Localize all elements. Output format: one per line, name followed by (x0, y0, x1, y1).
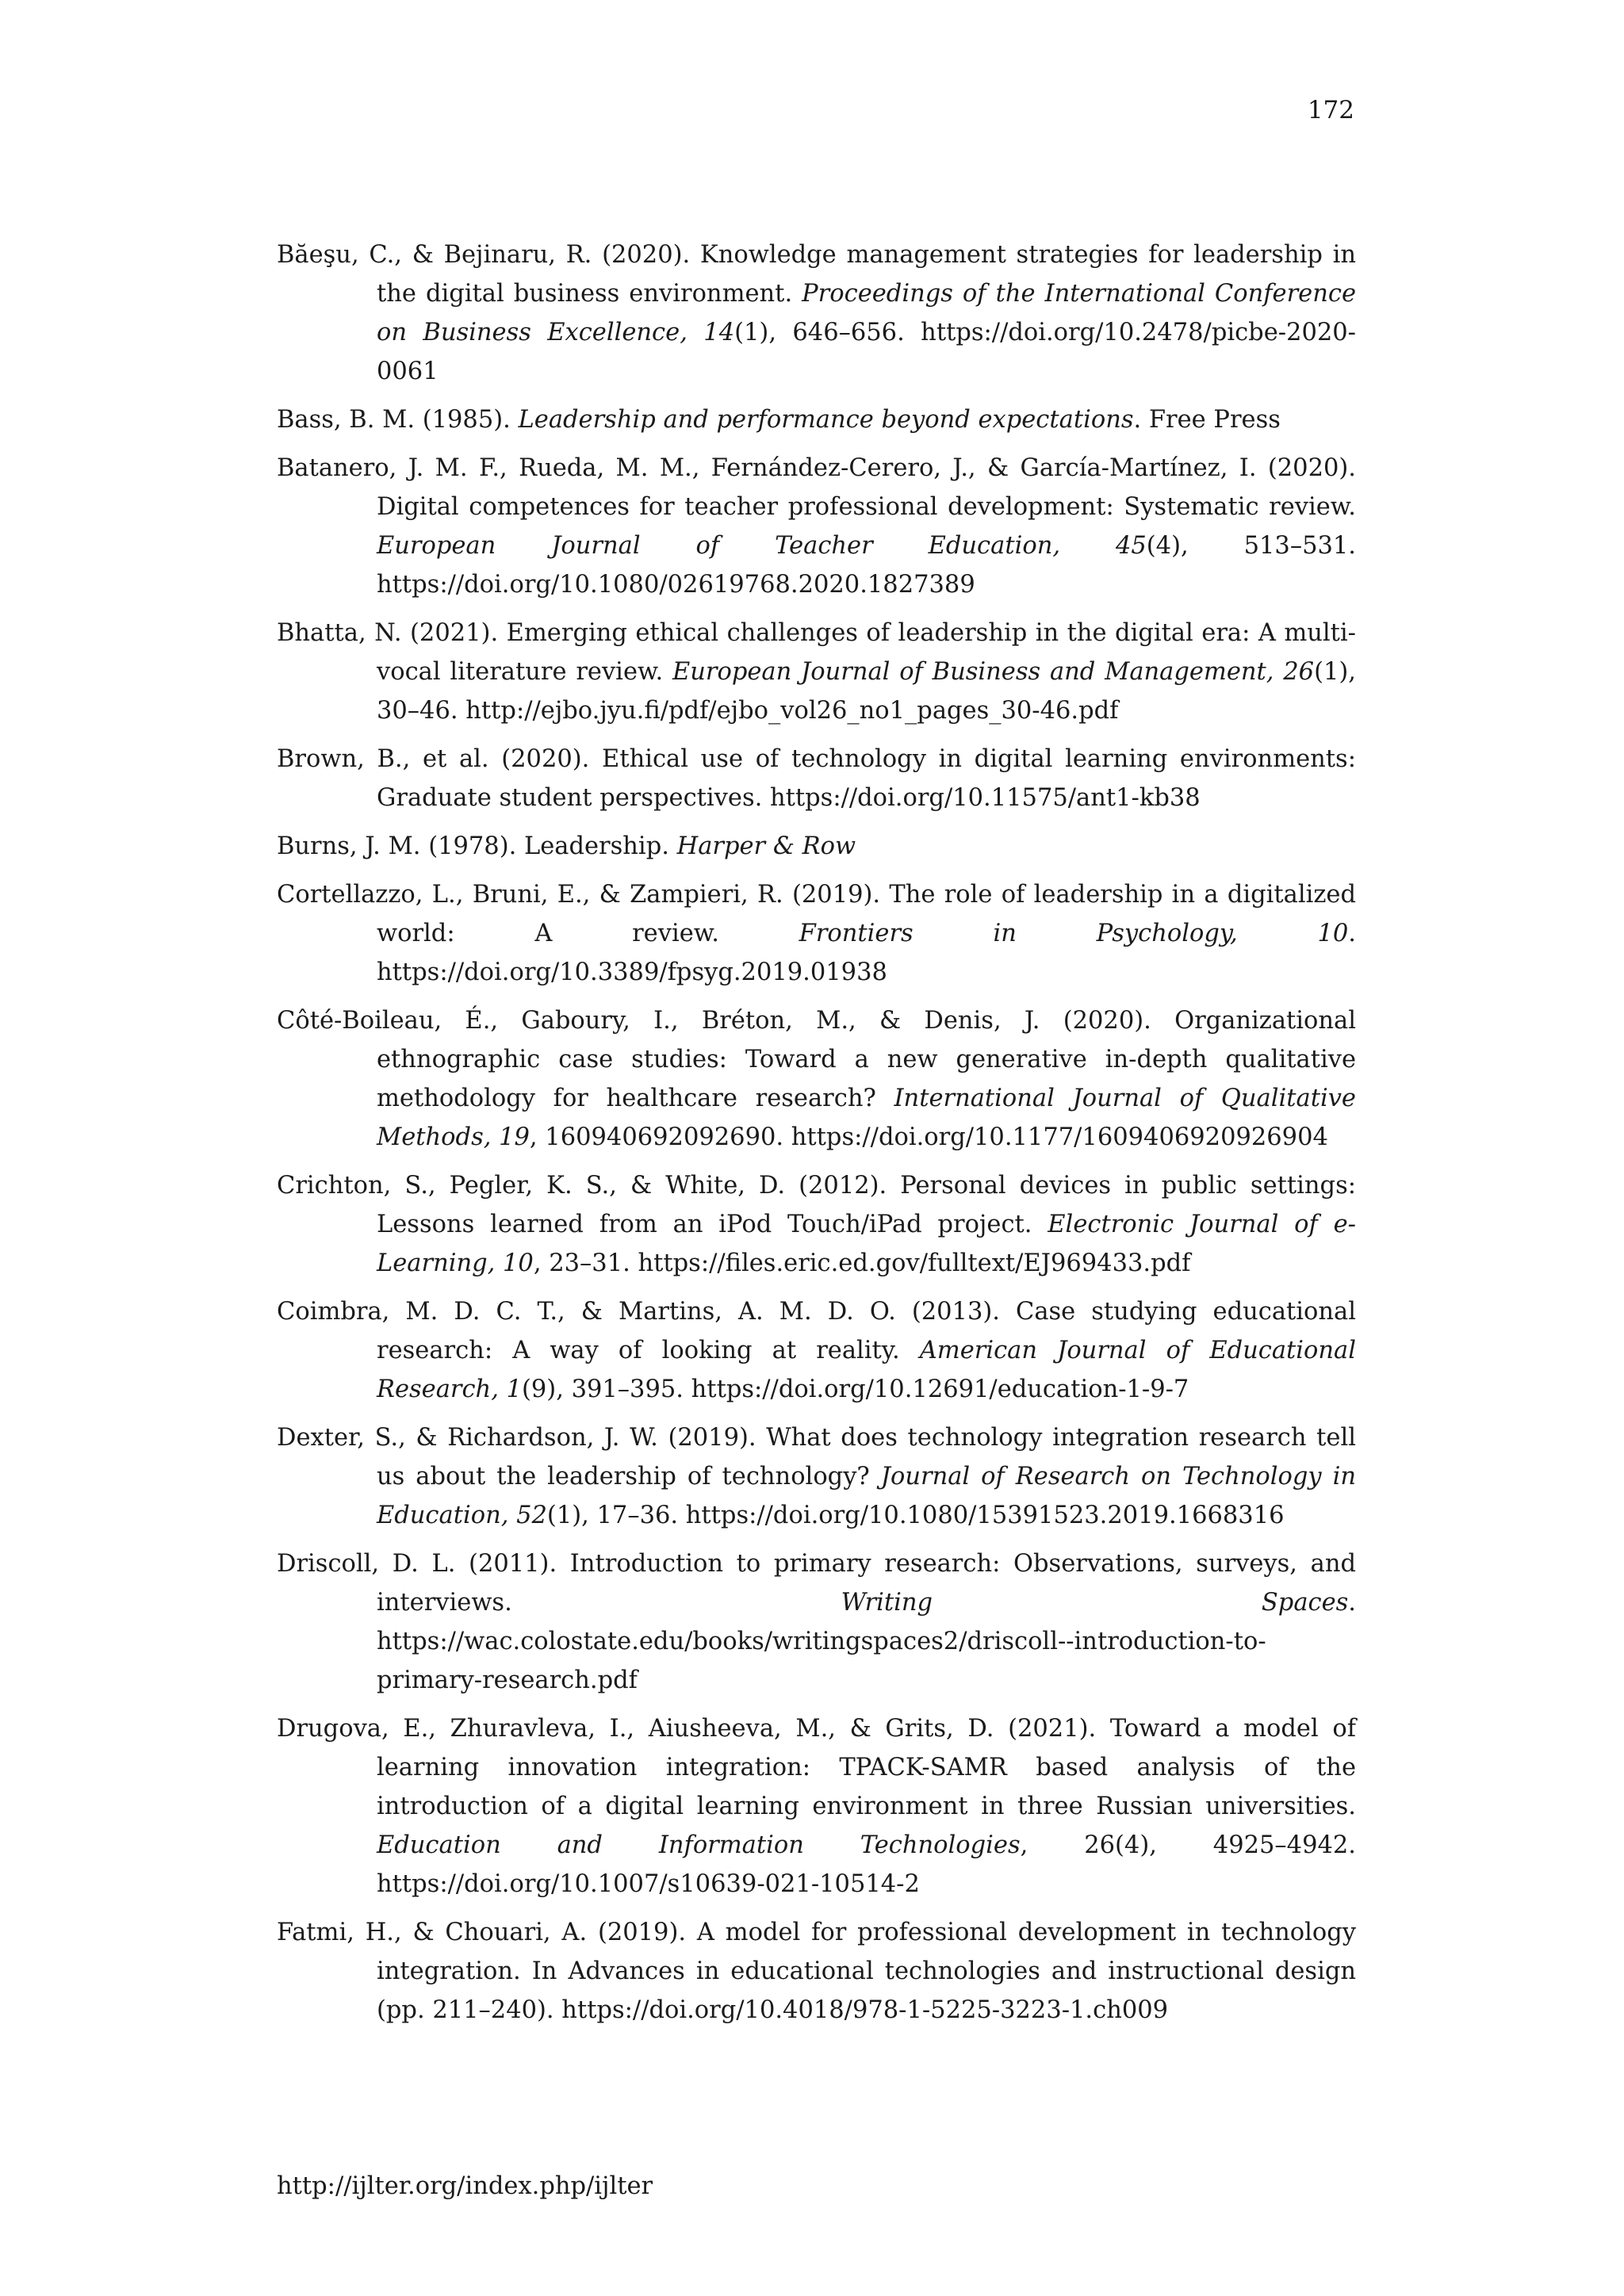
reference-text: Dexter, S., & Richardson, J. W. (2019). What does technology integration research tell us about the leadership of technology? (277, 1424, 1356, 1490)
reference-entry-cote-boileau (277, 1001, 1356, 1157)
reference-text: Crichton, S., Pegler, K. S., & White, D. (2012). Personal devices in public settings: Lessons learned from an iPod Touch/iPad project. (277, 1172, 1356, 1238)
reference-details: . https://wac.colostate.edu/books/writingspaces2/driscoll--introduction-to-primary-research.pdf (377, 1589, 1356, 1694)
reference-source: Electronic Journal of e-Learning, 10 (377, 1211, 1356, 1277)
reference-details: (9), 391–395. https://doi.org/10.12691/education-1-9-7 (522, 1376, 1189, 1403)
reference-text: Côté-Boileau, É., Gaboury, I., Bréton, M., & Denis, J. (2020). Organizational ethnographic case studies: Toward a new generative in-depth qualitative methodology for healthcare research? (277, 1007, 1356, 1112)
reference-source: International Journal of Qualitative Methods, 19 (377, 1085, 1356, 1151)
reference-entry-cortellazzo (277, 875, 1356, 992)
page-number: 172 (1307, 96, 1354, 124)
reference-text: Brown, B., et al. (2020). Ethical use of technology in digital learning environments: Graduate student perspectives. https://doi.org/10.11575/ant1-kb38 (277, 745, 1356, 812)
reference-entry-bass (277, 400, 1356, 439)
reference-text: Driscoll, D. L. (2011). Introduction to primary research: Observations, surveys, and interviews. (277, 1550, 1356, 1617)
reference-entry-brown (277, 740, 1356, 817)
reference-text: Batanero, J. M. F., Rueda, M. M., Fernández-Cerero, J., & García-Martínez, I. (2020). Digital competences for teacher professional development: Systematic review. (277, 454, 1356, 521)
reference-entry-coimbra (277, 1292, 1356, 1409)
reference-text: Bass, B. M. (1985). (277, 406, 519, 434)
reference-entry-batanero (277, 449, 1356, 604)
reference-source: Leadership and performance beyond expectations (518, 406, 1134, 434)
reference-text: Bhatta, N. (2021). Emerging ethical challenges of leadership in the digital era: A multi-vocal literature review. (277, 619, 1356, 686)
reference-details: (1), 30–46. http://ejbo.jyu.fi/pdf/ejbo_vol26_no1_pages_30-46.pdf (377, 658, 1356, 725)
reference-list (277, 235, 1356, 2039)
reference-entry-baesu (277, 235, 1356, 391)
reference-source: Frontiers in Psychology, 10 (799, 920, 1349, 947)
footer-url: http://ijlter.org/index.php/ijlter (277, 2172, 653, 2200)
reference-text: Burns, J. M. (1978). Leadership. (277, 832, 677, 860)
reference-text: Băeşu, C., & Bejinaru, R. (2020). Knowledge management strategies for leadership in the digital business environment. (277, 241, 1356, 308)
reference-entry-crichton (277, 1166, 1356, 1283)
reference-entry-driscoll (277, 1544, 1356, 1700)
reference-details: (1), 646–656. https://doi.org/10.2478/picbe-2020-0061 (377, 319, 1356, 385)
reference-text: Coimbra, M. D. C. T., & Martins, A. M. D. O. (2013). Case studying educational research: A way of looking at reality. (277, 1298, 1356, 1364)
reference-text: Fatmi, H., & Chouari, A. (2019). A model for professional development in technology integration. In Advances in educational technologies and instructional design (pp. 211–240). https://doi.org/10.4018/978-1-5225-3223-1.ch009 (277, 1919, 1356, 2024)
reference-details: (4), 513–531. https://doi.org/10.1080/02619768.2020.1827389 (377, 532, 1356, 599)
reference-source: European Journal of Teacher Education, 45 (377, 532, 1147, 560)
reference-source: Journal of Research on Technology in Education, 52 (377, 1463, 1357, 1529)
reference-source: European Journal of Business and Management, 26 (672, 658, 1315, 686)
reference-details: . https://doi.org/10.3389/fpsyg.2019.01938 (377, 920, 1356, 986)
reference-details: , 26(4), 4925–4942. https://doi.org/10.1007/s10639-021-10514-2 (377, 1831, 1356, 1898)
reference-entry-bhatta (277, 614, 1356, 730)
reference-source: American Journal of Educational Research, 1 (377, 1337, 1356, 1403)
reference-details: . Free Press (1133, 406, 1281, 434)
reference-entry-fatmi (277, 1913, 1356, 2030)
reference-text: Cortellazzo, L., Bruni, E., & Zampieri, R. (2019). The role of leadership in a digitalized world: A review. (277, 881, 1356, 947)
reference-entry-dexter (277, 1418, 1356, 1535)
reference-entry-drugova (277, 1709, 1356, 1904)
reference-details: (1), 17–36. https://doi.org/10.1080/15391523.2019.1668316 (546, 1502, 1285, 1529)
reference-details: , 23–31. https://files.eric.ed.gov/fulltext/EJ969433.pdf (533, 1249, 1191, 1277)
reference-source: Harper & Row (676, 832, 856, 860)
reference-source: Proceedings of the International Conference on Business Excellence, 14 (377, 280, 1356, 346)
reference-source: Education and Information Technologies (377, 1831, 1021, 1859)
reference-source: Writing Spaces (841, 1589, 1349, 1617)
reference-entry-burns (277, 827, 1356, 866)
reference-details: , 160940692092690. https://doi.org/10.1177/1609406920926904 (529, 1123, 1328, 1151)
reference-text: Drugova, E., Zhuravleva, I., Aiusheeva, M., & Grits, D. (2021). Toward a model of learning innovation integration: TPACK-SAMR based analysis of the introduction of a digital learning environment in three Russian universities. (277, 1715, 1356, 1820)
